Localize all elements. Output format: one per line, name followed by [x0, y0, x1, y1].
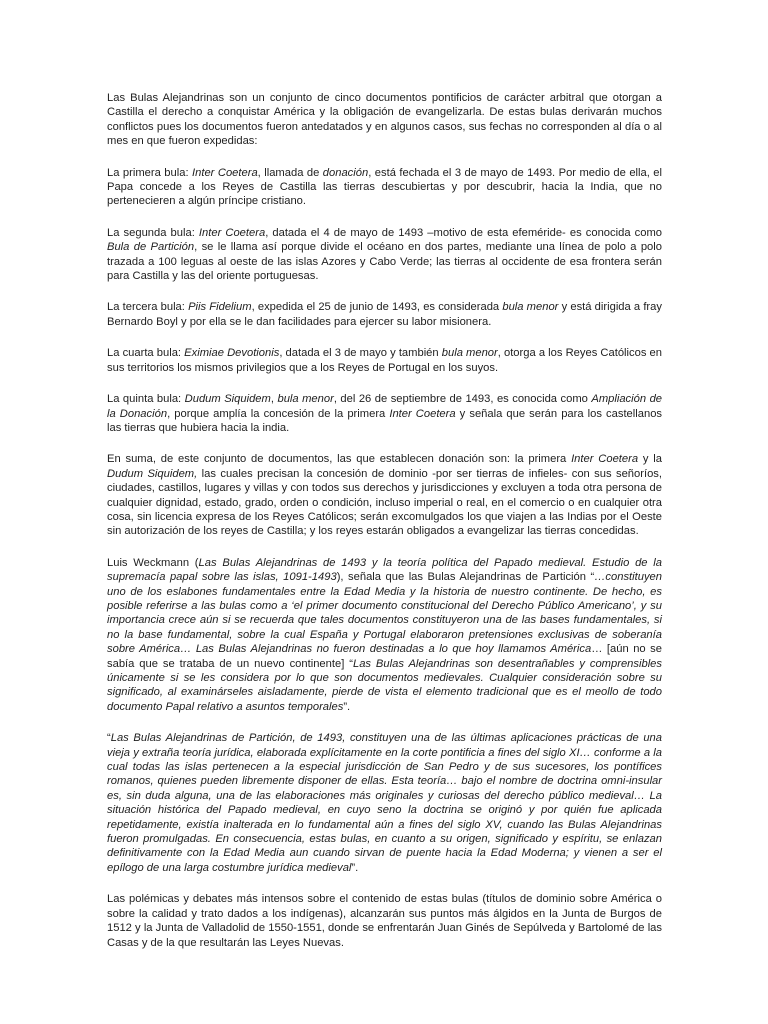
- text-run: , está fechada el 3 de mayo de 1493. Por medio de ella, el Papa concede a los Reyes de Castilla las tierras descubiertas y por descubrir, hacia la India, que no pertenecieren a algún príncipe cristiano.: [107, 166, 663, 208]
- italic-text-run: Las Bulas Alejandrinas son desentrañables y comprensibles únicamente si se les considera por lo que son documentos medievales. Cualquier consideración sobre su significado, al examinárseles aisladamente, pierde de vista el elemento tradicional que es el meollo de todo documento Papal relativo a asuntos temporales: [107, 657, 662, 713]
- text-run: “: [107, 732, 111, 745]
- italic-text-run: bula menor: [502, 301, 559, 314]
- italic-text-run: bula menor: [277, 393, 334, 406]
- text-run: La primera bula:: [107, 166, 193, 179]
- text-run: y la: [638, 453, 662, 466]
- italic-text-run: Inter Coetera: [198, 226, 266, 239]
- paragraph-fifth-bull: [107, 392, 662, 435]
- text-run: y señala que serán para los castellanos las tierras que hubiera hacia la india.: [107, 407, 663, 434]
- text-run: , se le llama así porque divide el océano en dos partes, mediante una línea de polo a polo trazada a 100 leguas al oeste de las islas Azores y Cabo Verde; las tierras al occidente de esa frontera serán para Castilla y las del oriente portuguesas.: [107, 241, 662, 283]
- paragraph-summary: [107, 452, 662, 538]
- text-run: … [aún no se sabía que se trataba de un nuevo continente] “: [107, 643, 662, 670]
- italic-text-run: donación: [322, 166, 369, 179]
- paragraph-intro: [107, 91, 662, 149]
- text-run: ), señala que las Bulas Alejandrinas de Partición “: [336, 571, 595, 584]
- italic-text-run: Ampliación de la Donación: [107, 393, 663, 420]
- text-run: , del 26 de septiembre de 1493, es conocida como: [333, 393, 592, 406]
- italic-text-run: Piis Fidelium: [188, 301, 252, 314]
- text-run: y está dirigida a fray Bernardo Boyl y por ella se le dan facilidades para ejercer su labor misionera.: [107, 301, 662, 328]
- text-run: ”.: [351, 861, 359, 874]
- text-run: , otorga a los Reyes Católicos en sus territorios los mismos privilegios que a los Reyes de Portugal en los suyos.: [107, 347, 662, 374]
- paragraph-second-quote: [107, 731, 662, 875]
- italic-text-run: Inter Coetera: [571, 453, 639, 466]
- text-run: , expedida el 25 de junio de 1493, es considerada: [251, 301, 503, 314]
- italic-text-run: Bula de Partición: [107, 241, 195, 254]
- italic-text-run: Las Bulas Alejandrinas de Partición, de 1493, constituyen una de las últimas aplicaciones prácticas de una vieja y extraña teoría jurídica, elaborada explícitamente en la corte pontificia a fines del siglo XI… conforme a la cual todas las islas pertenecen a la especial jurisdicción de San Pedro y de sus sucesores, los pontífices romanos, quienes pueden libremente disponer de ellas. Esta teoría… bajo el nombre de doctrina omni-insular es, sin duda alguna, una de las elaboraciones más originales y curiosas del derecho público medieval… La situación histórica del Papado medieval, en cuyo seno la doctrina se originó y por quién fue aplicada repetidamente, existía inalterada en lo fundamental aún a fines del siglo XV, cuando las Bulas Alejandrinas fueron promulgadas. En consecuencia, estas bulas, en cuanto a su origen, significado y espíritu, se enlazan definitivamente con la Edad Media aun cuando sirvan de puente hacia la Edad Moderna; y vienen a ser el epílogo de una larga costumbre jurídica medieval: [107, 732, 662, 874]
- paragraph-first-bull: [107, 166, 662, 209]
- italic-text-run: bula menor: [441, 347, 498, 360]
- text-run: La quinta bula:: [107, 393, 185, 406]
- italic-text-run: Las Bulas Alejandrinas de 1493 y la teoría política del Papado medieval. Estudio de la supremacía papal sobre las islas, 1091-1493: [107, 556, 663, 584]
- italic-text-run: Eximiae Devotionis: [184, 347, 280, 360]
- text-run: , porque amplía la concesión de la primera: [167, 407, 390, 420]
- paragraph-third-bull: [107, 300, 662, 329]
- text-run: , llamada de: [257, 166, 323, 179]
- text-run: Las polémicas y debates más intensos sobre el contenido de estas bulas (títulos de dominio sobre América o sobre la calidad y trato dados a los indígenas), alcanzarán sus puntos más álgidos en la Junta de Burgos de 1512 y la Junta de Valladolid de 1550-1551, donde se enfrentarán Juan Ginés de Sepúlveda y Bartolomé de las Casas y de la que resultarán las Leyes Nuevas.: [107, 893, 662, 949]
- text-run: En suma, de este conjunto de documentos, las que establecen donación son: la primera: [107, 453, 572, 466]
- paragraph-second-bull: [107, 226, 662, 284]
- italic-text-run: …constituyen uno de los eslabones fundamentales entre la Edad Media y la historia de nuestro continente. De hecho, es posible referirse a las bulas como a ‘el primer documento constitucional del Derecho Público Americano’, y su importancia crece aún si se recuerda que tales documentos constituyeron una de las bases fundamentales, si no la base fundamental, sobre la cual España y Portugal elaboraron pretensiones exclusivas de soberanía sobre América… Las Bulas Alejandrinas no fueron destinadas a lo que hoy llamamos América: [107, 571, 662, 656]
- text-run: La tercera bula:: [107, 301, 189, 314]
- text-run: , datada el 4 de mayo de 1493 –motivo de esta efeméride- es conocida como: [265, 226, 662, 239]
- text-run: Las Bulas Alejandrinas son un conjunto de cinco documentos pontificios de carácter arbitral que otorgan a Castilla el derecho a conquistar América y la obligación de evangelizarla. De estas bulas derivarán muchos conflictos pues los documentos fueron antedatados y en algunos casos, sus fechas no corresponden al día o al mes en que fueron expedidas:: [107, 92, 662, 148]
- italic-text-run: Dudum Siquidem: [184, 393, 271, 406]
- paragraph-weckmann-quote: [107, 556, 662, 714]
- paragraph-debates: [107, 892, 662, 950]
- text-run: , datada el 3 de mayo y también: [279, 347, 442, 360]
- text-run: Luis Weckmann (: [107, 556, 199, 569]
- text-run: las cuales precisan la concesión de dominio -por ser tierras de infieles- con sus señoríos, ciudades, castillos, lugares y villas y con todos sus derechos y jurisdicciones y excluyen a toda otra persona de cualquier dignidad, estado, grado, orden o condición, incluso imperial o real, en el comercio o en cualquier otra cosa, sin licencia expresa de los Reyes Católicos; serán excomulgados los que viajen a las Indias por el Oeste sin autorización de los reyes de Castilla; y los reyes estarán obligados a evangelizar las tierras concedidas.: [107, 467, 663, 538]
- text-run: ”.: [343, 700, 351, 713]
- text-run: La cuarta bula:: [107, 347, 185, 360]
- text-run: ,: [270, 393, 278, 406]
- italic-text-run: Inter Coetera: [192, 166, 258, 179]
- document-page: [107, 91, 662, 967]
- paragraph-fourth-bull: [107, 346, 662, 375]
- italic-text-run: Inter Coetera: [389, 407, 456, 420]
- text-run: La segunda bula:: [107, 226, 199, 239]
- italic-text-run: Dudum Siquidem,: [107, 467, 198, 480]
